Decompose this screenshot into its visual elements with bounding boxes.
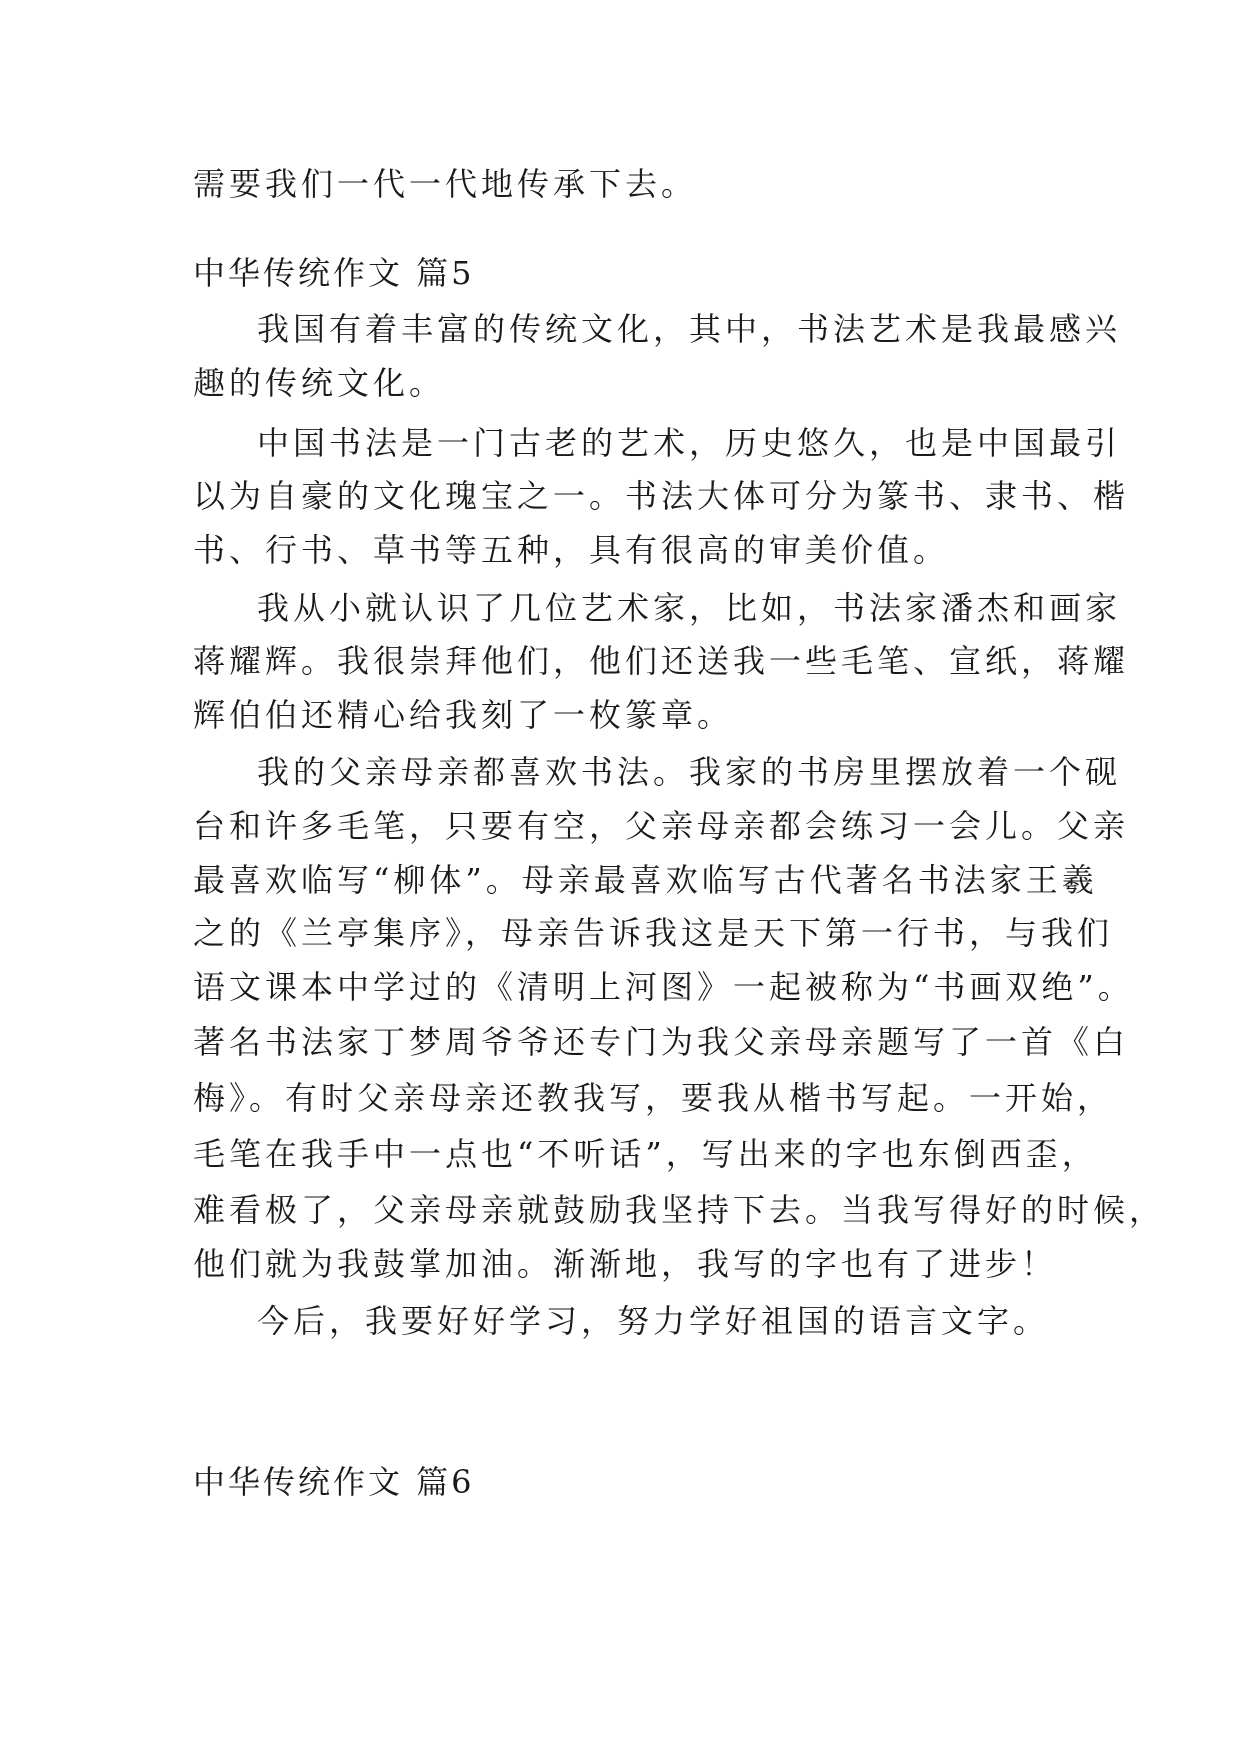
- paragraph-line: 我国有着丰富的传统文化，其中，书法艺术是我最感兴: [257, 310, 1122, 348]
- paragraph-line: 书、行书、草书等五种，具有很高的审美价值。: [193, 531, 950, 569]
- paragraph-line: 他们就为我鼓掌加油。渐渐地，我写的字也有了进步！: [193, 1245, 1058, 1283]
- paragraph-line: 以为自豪的文化瑰宝之一。书法大体可分为篆书、隶书、楷: [193, 477, 1130, 515]
- paragraph-line: 我从小就认识了几位艺术家，比如，书法家潘杰和画家: [257, 589, 1122, 627]
- paragraph-line: 台和许多毛笔，只要有空，父亲母亲都会练习一会儿。父亲: [193, 807, 1130, 845]
- paragraph-line: 之的《兰亭集序》，母亲告诉我这是天下第一行书，与我们: [193, 914, 1114, 952]
- paragraph-line: 最喜欢临写“柳体”。母亲最喜欢临写古代著名书法家王羲: [193, 861, 1098, 899]
- paragraph-line: 需要我们一代一代地传承下去。: [193, 165, 698, 203]
- paragraph-line: 语文课本中学过的《清明上河图》一起被称为“书画双绝”。: [193, 968, 1134, 1006]
- paragraph-line: 毛笔在我手中一点也“不听话”，写出来的字也东倒西歪，: [193, 1135, 1098, 1173]
- paragraph-line: 难看极了，父亲母亲就鼓励我坚持下去。当我写得好的时候，: [193, 1191, 1166, 1229]
- paragraph-line: 辉伯伯还精心给我刻了一枚篆章。: [193, 696, 734, 734]
- section-heading: 中华传统作文 篇5: [193, 254, 475, 292]
- paragraph-line: 著名书法家丁梦周爷爷还专门为我父亲母亲题写了一首《白: [193, 1023, 1130, 1061]
- paragraph-line: 蒋耀辉。我很崇拜他们，他们还送我一些毛笔、宣纸，蒋耀: [193, 642, 1130, 680]
- paragraph-line: 趣的传统文化。: [193, 364, 446, 402]
- paragraph-line: 今后，我要好好学习，努力学好祖国的语言文字。: [257, 1302, 1050, 1340]
- section-heading: 中华传统作文 篇6: [193, 1463, 475, 1501]
- paragraph-line: 我的父亲母亲都喜欢书法。我家的书房里摆放着一个砚: [257, 753, 1122, 791]
- paragraph-line: 梅》。有时父亲母亲还教我写，要我从楷书写起。一开始，: [193, 1079, 1114, 1117]
- paragraph-line: 中国书法是一门古老的艺术，历史悠久，也是中国最引: [257, 424, 1122, 462]
